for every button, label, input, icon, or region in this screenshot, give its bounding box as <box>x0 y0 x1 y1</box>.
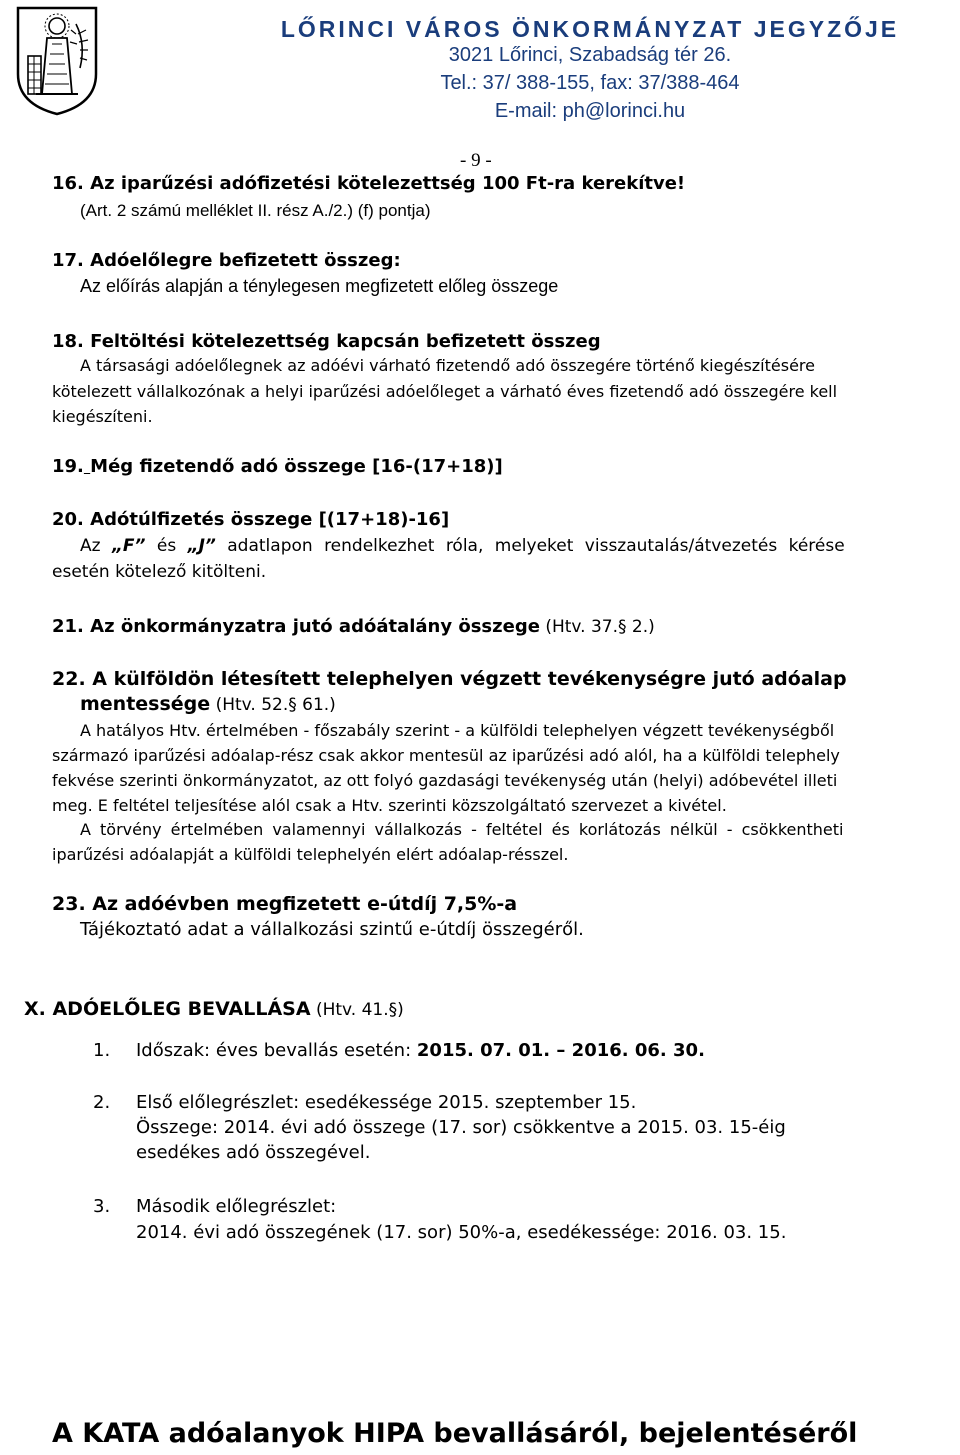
section-22-p2-line1: A törvény értelmében valamennyi vállalkozás - feltétel és korlátozás nélkül - csökkentheti <box>80 820 844 839</box>
section-21-ref: (Htv. 37.§ 2.) <box>545 617 655 637</box>
section-22-p1-line4: meg. E feltétel teljesítése alól csak a Htv. szerinti közszolgáltató szervezet a kivétel. <box>52 796 727 815</box>
city-crest-icon <box>14 4 100 116</box>
section-22-title-line1: 22. A külföldön létesített telephelyen végzett tevékenységre jutó adóalap <box>52 668 847 690</box>
section-16-text: (Art. 2 számú melléklet II. rész A./2.) (f) pontja) <box>80 201 431 220</box>
section-18-title: 18. Feltöltési kötelezettség kapcsán befizetett összeg <box>52 331 601 352</box>
form-j-ref: „J” <box>187 536 216 556</box>
section-16-title: 16. Az iparűzési adófizetési kötelezettség 100 Ft-ra kerekítve! <box>52 173 686 194</box>
section-22-ref: (Htv. 52.§ 61.) <box>215 695 336 715</box>
section-19-heading <box>52 455 503 479</box>
section-21-heading <box>52 615 655 639</box>
section-23-text: Tájékoztató adat a vállalkozási szintű e-útdíj összegéről. <box>80 919 584 940</box>
section-22-p1-line1: A hatályos Htv. értelmében - főszabály szerint - a külföldi telephelyen végzett tevékenységből <box>80 721 835 740</box>
office-phone: Tel.: 37/ 388-155, fax: 37/388-464 <box>440 72 740 94</box>
section-20-line1: Az „F” és „J” adatlapon rendelkezhet róla, melyeket visszautalás/átvezetés kérése <box>80 536 845 556</box>
list-item-3-line2: 2014. évi adó összegének (17. sor) 50%-a, esedékessége: 2016. 03. 15. <box>136 1222 787 1243</box>
section-22-p1-line2: származó iparűzési adóalap-rész csak akkor mentesül az iparűzési adó alól, ha a külföldi telephely <box>52 746 840 765</box>
list-item-2-line1: Első előlegrészlet: esedékessége 2015. szeptember 15. <box>136 1092 637 1113</box>
section-17-text: Az előírás alapján a ténylegesen megfizetett előleg összege <box>80 276 559 296</box>
section-x-ref: (Htv. 41.§) <box>315 1000 404 1020</box>
list-item-2-line3: esedékes adó összegével. <box>136 1142 371 1163</box>
office-address: 3021 Lőrinci, Szabadság tér 26. <box>448 44 732 66</box>
section-21-title: 21. Az önkormányzatra jutó adóátalány összege <box>52 616 540 637</box>
section-19-title: Még fizetendő adó összege [16-(17+18)] <box>90 456 503 477</box>
section-22-title-line2: mentessége (Htv. 52.§ 61.) <box>80 693 336 715</box>
section-x-heading <box>24 997 404 1022</box>
section-20-line2: esetén kötelező kitölteni. <box>52 562 267 582</box>
list-item-2-line2: Összege: 2014. évi adó összege (17. sor) csökkentve a 2015. 03. 15-éig <box>136 1117 786 1138</box>
section-17-title: 17. Adóelőlegre befizetett összeg: <box>52 250 401 271</box>
page-number: - 9 - <box>460 150 492 171</box>
section-18-line3: kiegészíteni. <box>52 407 153 426</box>
list-item-3-number: 3. <box>93 1196 111 1217</box>
office-email[interactable]: E-mail: ph@lorinci.hu <box>494 100 686 122</box>
section-18-line2: kötelezett vállalkozónak a helyi iparűzési adóelőleget a várható éves fizetendő adó összegére kell <box>52 382 838 401</box>
footer-title: A KATA adóalanyok HIPA bevallásáról, bejelentéséről <box>52 1418 858 1449</box>
section-23-title: 23. Az adóévben megfizetett e-útdíj 7,5%-a <box>52 893 518 915</box>
list-item-3-line1: Második előlegrészlet: <box>136 1196 337 1217</box>
section-x-title: X. ADÓELŐLEG BEVALLÁSA <box>24 998 311 1020</box>
section-20-title: 20. Adótúlfizetés összege [(17+18)-16] <box>52 509 450 530</box>
list-item-1-number: 1. <box>93 1040 111 1061</box>
section-19-number: 19. <box>52 456 84 477</box>
list-item-1-text: Időszak: éves bevallás esetén: 2015. 07. 01. – 2016. 06. 30. <box>136 1040 705 1061</box>
form-f-ref: „F” <box>111 536 146 556</box>
section-22-p2-line2: iparűzési adóalapját a külföldi telephelyén elért adóalap-résszel. <box>52 845 569 864</box>
period-range: 2015. 07. 01. – 2016. 06. 30. <box>416 1040 705 1061</box>
section-22-p1-line3: fekvése szerinti önkormányzatot, az ott folyó gazdasági tevékenység után (helyi) adóbevétel illeti <box>52 771 838 790</box>
section-18-line1: A társasági adóelőlegnek az adóévi várható fizetendő adó összegére történő kiegészítésére <box>80 356 815 375</box>
office-title: LŐRINCI VÁROS ÖNKORMÁNYZAT JEGYZŐJE <box>280 16 900 42</box>
list-item-2-number: 2. <box>93 1092 111 1113</box>
